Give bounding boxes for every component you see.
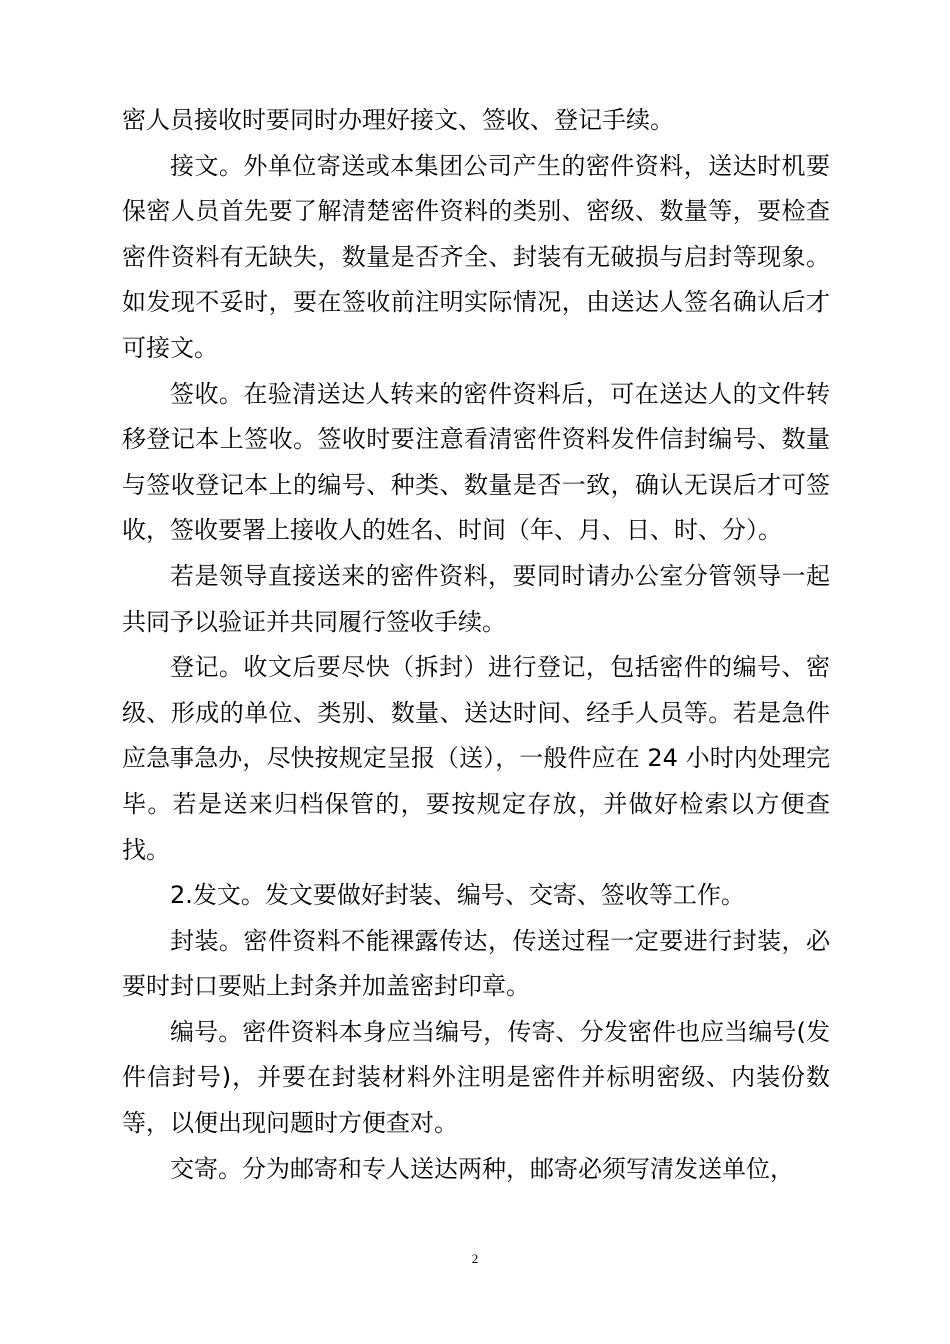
paragraph-3: 签收。在验清送达人转来的密件资料后，可在送达人的文件转移登记本上签收。签收时要注意看清密件资料发件信封编号、数量与签收登记本上的编号、种类、数量是否一致，确认无误后才可签收，签收要署上接收人的姓名、时间（年、月、日、时、分）。 [122,379,830,545]
paragraph-9: 交寄。分为邮寄和专人送达两种，邮寄必须写清发送单位， [170,1154,794,1183]
paragraph-7: 封装。密件资料不能裸露传达，传送过程一定要进行封装，必要时封口要贴上封条并加盖密封印章。 [122,926,830,1001]
page-number: 2 [471,1251,479,1266]
paragraph-4: 若是领导直接送来的密件资料，要同时请办公室分管领导一起共同予以验证并共同履行签收手续。 [122,561,830,636]
paragraph-5: 登记。收文后要尽快（拆封）进行登记，包括密件的编号、密级、形成的单位、类别、数量、送达时间、经手人员等。若是急件应急事急办，尽快按规定呈报（送），一般件应在 24 小时内处理完毕。若是送来归档保管的，要按规定存放，并做好检索以方便查找。 [122,653,830,864]
paragraph-2: 接文。外单位寄送或本集团公司产生的密件资料，送达时机要保密人员首先要了解清楚密件资料的类别、密级、数量等，要检查密件资料有无缺失，数量是否齐全、封装有无破损与启封等现象。如发现不妥时，要在签收前注明实际情况，由送达人签名确认后才可接文。 [122,151,830,362]
paragraph-1: 密人员接收时要同时办理好接文、签收、登记手续。 [122,106,674,134]
paragraph-6: 2.发文。发文要做好封装、编号、交寄、签收等工作。 [170,881,745,910]
paragraph-8: 编号。密件资料本身应当编号，传寄、分发密件也应当编号(发件信封号)，并要在封装材料外注明是密件并标明密级、内装份数等，以便出现问题时方便查对。 [122,1017,830,1138]
document-body [122,98,830,1192]
